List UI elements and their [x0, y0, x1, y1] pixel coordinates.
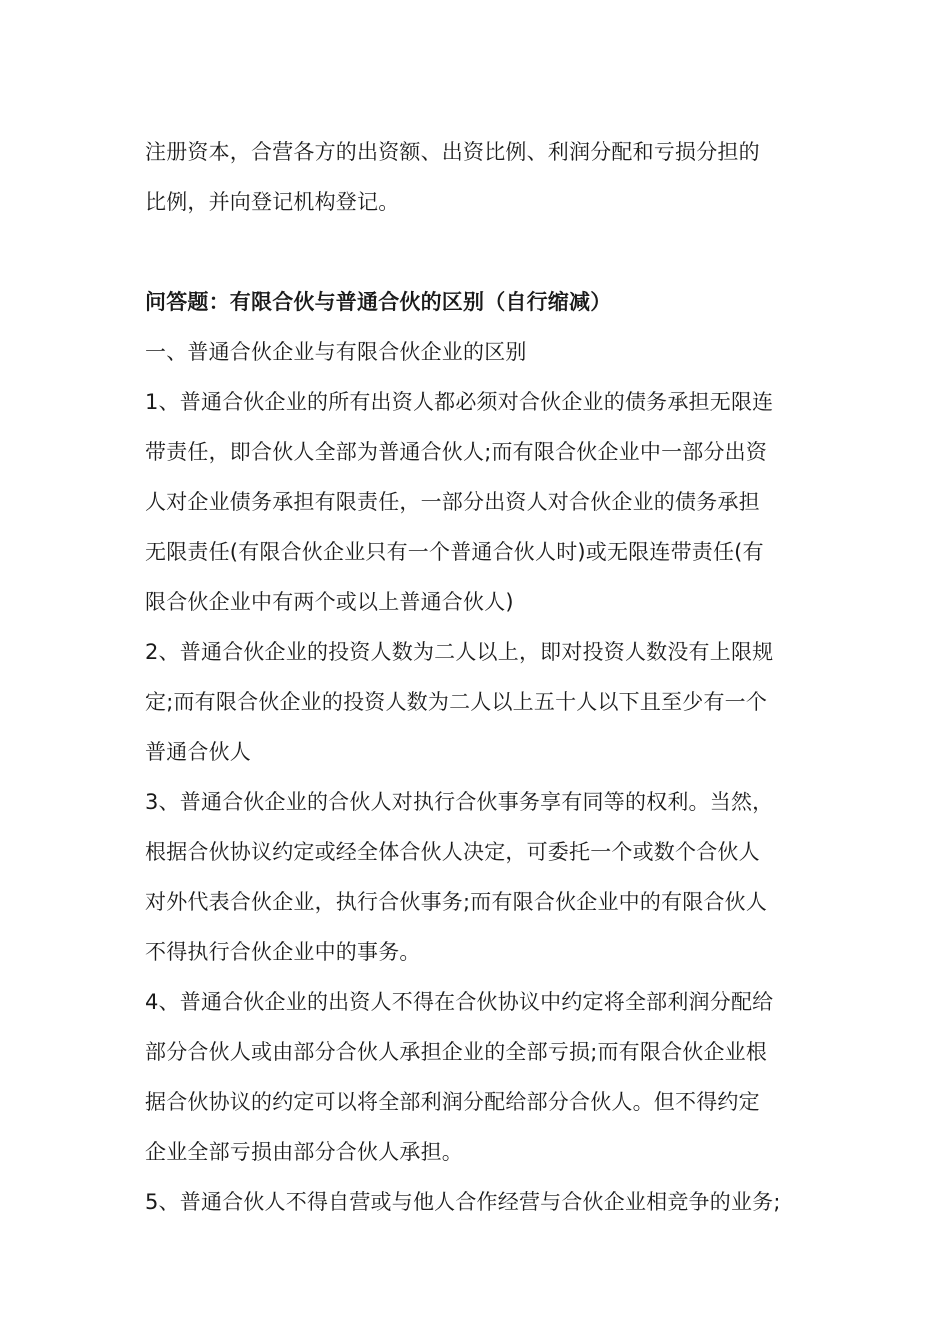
text-line: 带责任，即合伙人全部为普通合伙人;而有限合伙企业中一部分出资 [145, 440, 768, 464]
question-heading: 问答题：有限合伙与普通合伙的区别（自行缩减） [145, 290, 612, 314]
text-line: 根据合伙协议约定或经全体合伙人决定，可委托一个或数个合伙人 [145, 840, 760, 864]
text-line: 4、普通合伙企业的出资人不得在合伙协议中约定将全部利润分配给 [145, 990, 774, 1014]
text-line: 3、普通合伙企业的合伙人对执行合伙事务享有同等的权利。当然， [145, 790, 774, 814]
text-line: 注册资本，合营各方的出资额、出资比例、利润分配和亏损分担的 [145, 140, 760, 164]
text-line: 5、普通合伙人不得自营或与他人合作经营与合伙企业相竞争的业务; [145, 1190, 781, 1214]
text-line: 企业全部亏损由部分合伙人承担。 [145, 1140, 463, 1164]
text-line: 据合伙协议的约定可以将全部利润分配给部分合伙人。但不得约定 [145, 1090, 760, 1114]
text-line: 2、普通合伙企业的投资人数为二人以上，即对投资人数没有上限规 [145, 640, 774, 664]
text-line: 比例，并向登记机构登记。 [145, 190, 400, 214]
text-line: 人对企业债务承担有限责任，一部分出资人对合伙企业的债务承担 [145, 490, 760, 514]
text-line: 普通合伙人 [145, 740, 251, 764]
text-line: 对外代表合伙企业，执行合伙事务;而有限合伙企业中的有限合伙人 [145, 890, 768, 914]
section-heading: 一、普通合伙企业与有限合伙企业的区别 [145, 340, 527, 364]
text-line: 无限责任(有限合伙企业只有一个普通合伙人时)或无限连带责任(有 [145, 540, 764, 564]
text-line: 限合伙企业中有两个或以上普通合伙人) [145, 590, 514, 614]
text-line: 1、普通合伙企业的所有出资人都必须对合伙企业的债务承担无限连 [145, 390, 774, 414]
text-line: 不得执行合伙企业中的事务。 [145, 940, 421, 964]
text-line: 定;而有限合伙企业的投资人数为二人以上五十人以下且至少有一个 [145, 690, 768, 714]
text-line: 部分合伙人或由部分合伙人承担企业的全部亏损;而有限合伙企业根 [145, 1040, 768, 1064]
